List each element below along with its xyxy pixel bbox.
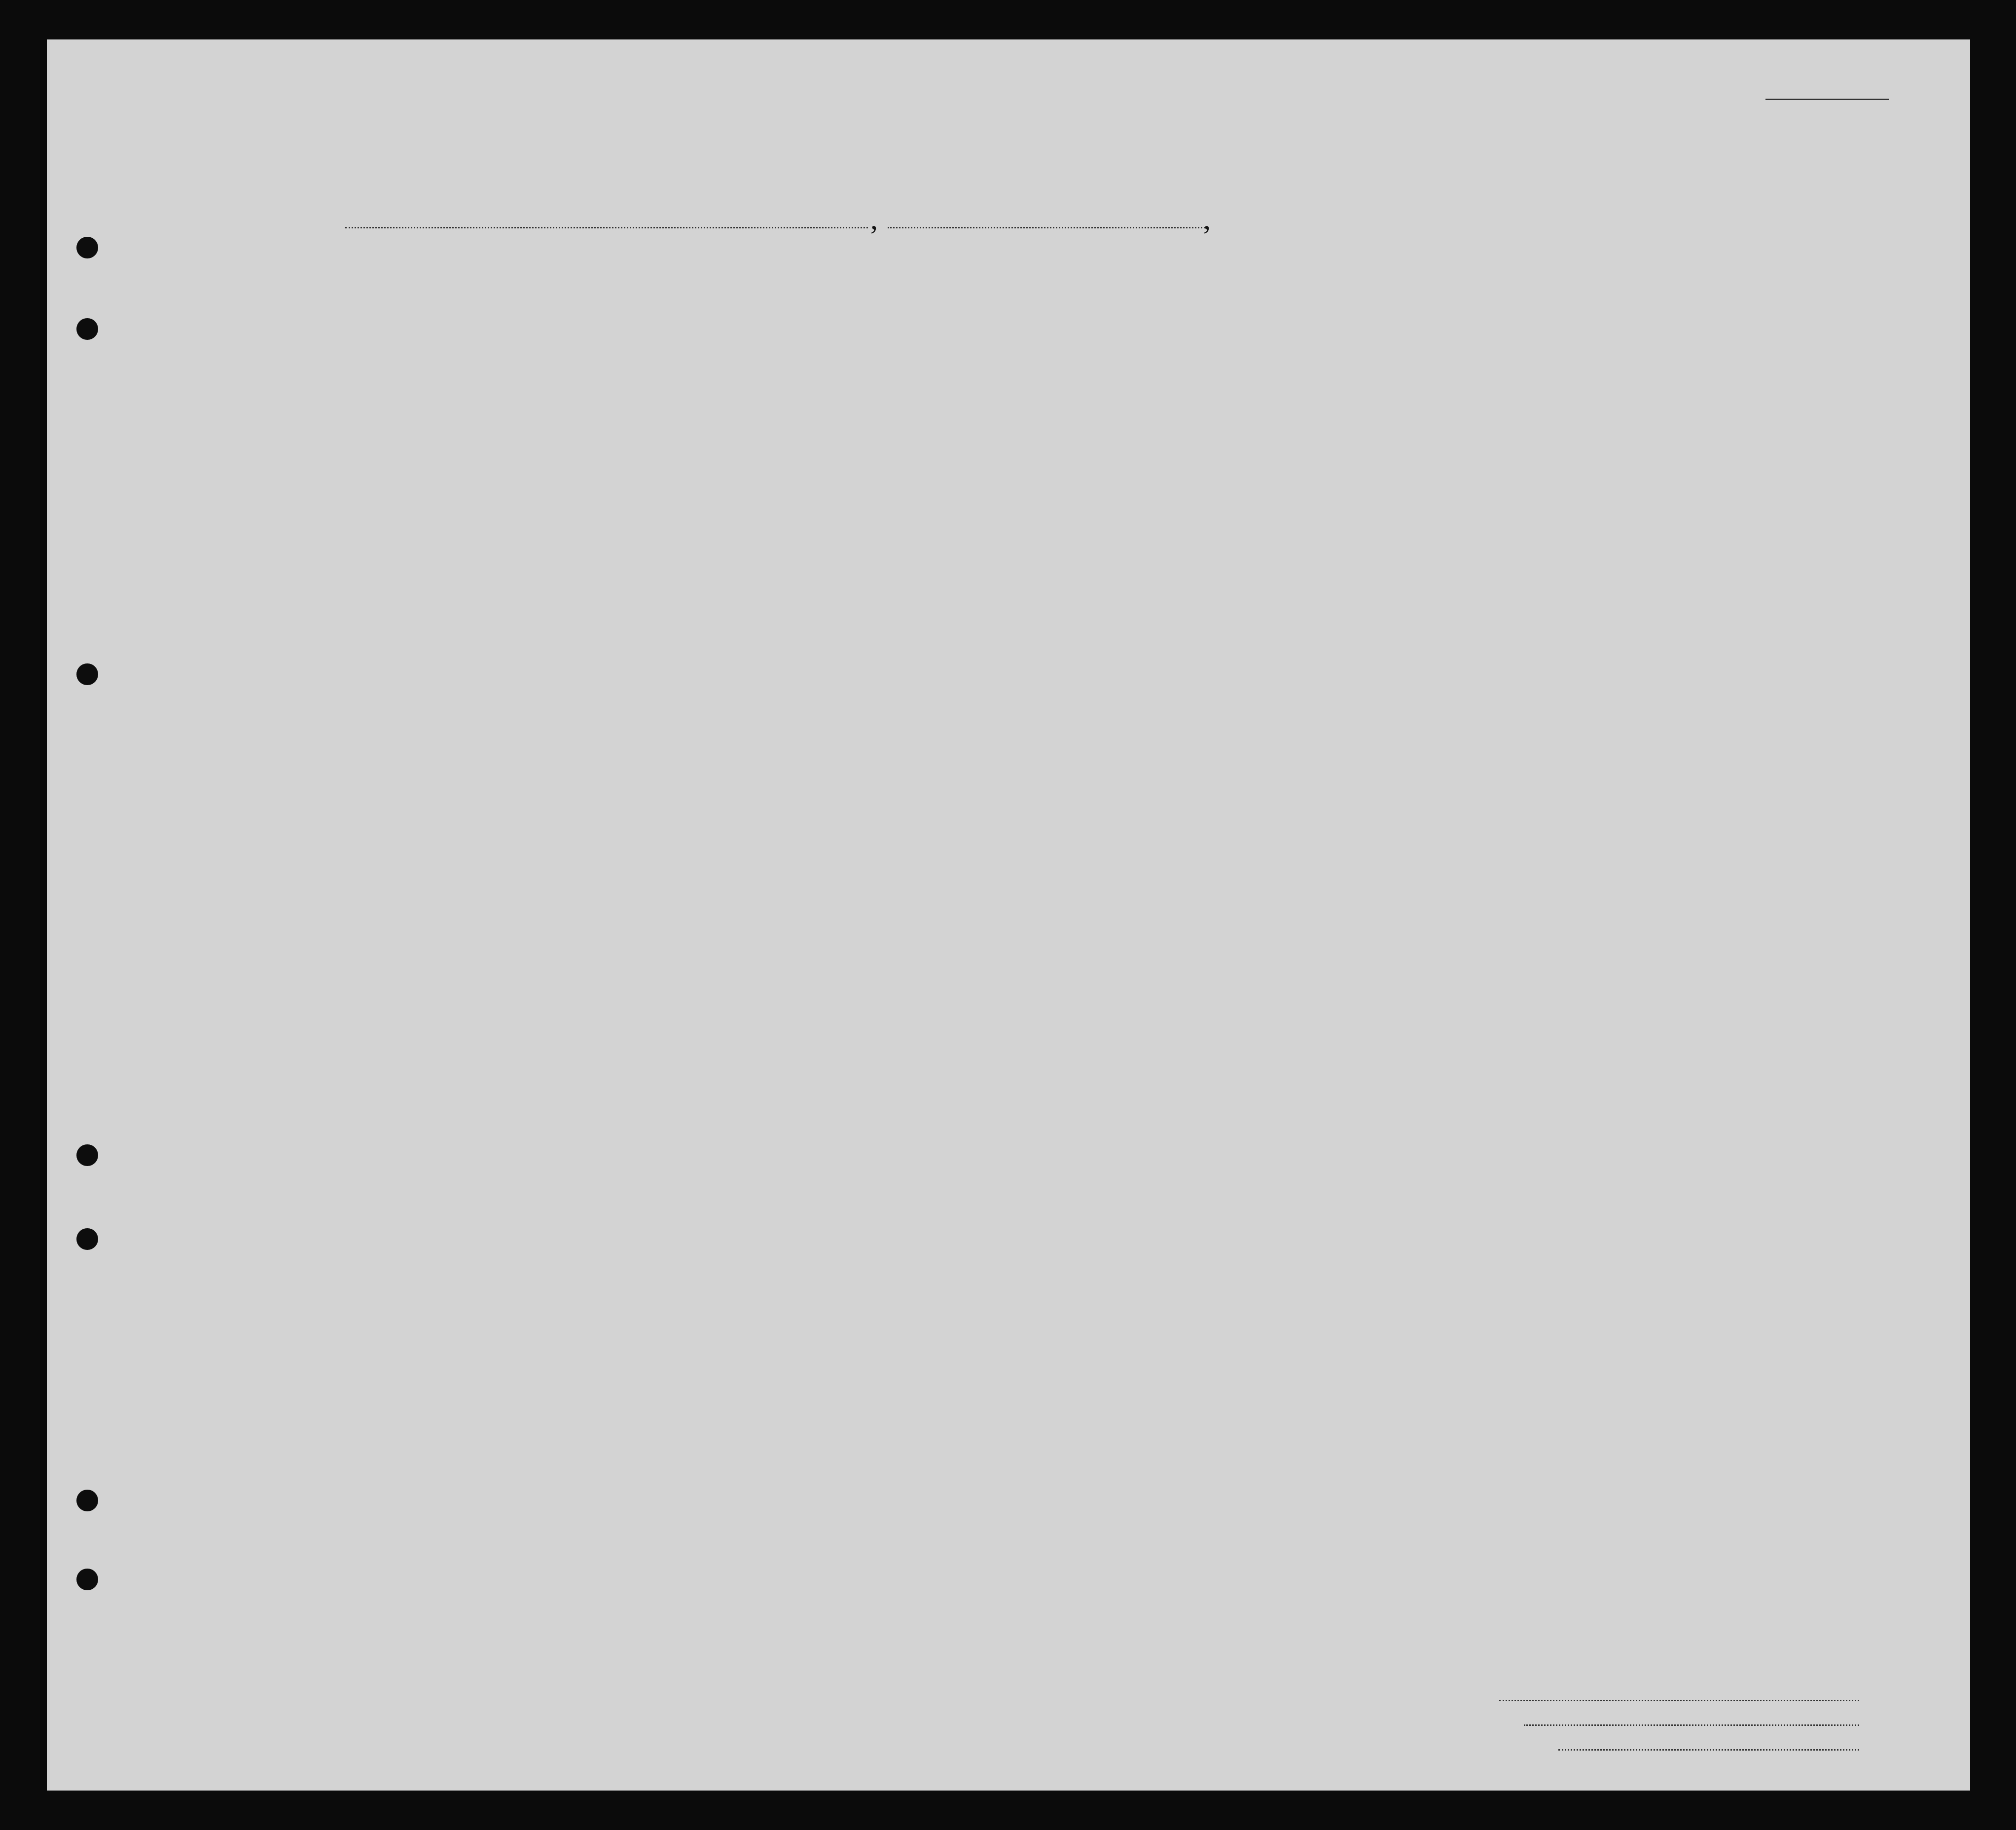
separator: , [1203, 203, 1211, 235]
footer-line-field [1499, 1700, 1859, 1701]
separator: , [870, 203, 878, 235]
footer-owners-field [1524, 1724, 1859, 1726]
footer-agents-field [1558, 1749, 1859, 1751]
